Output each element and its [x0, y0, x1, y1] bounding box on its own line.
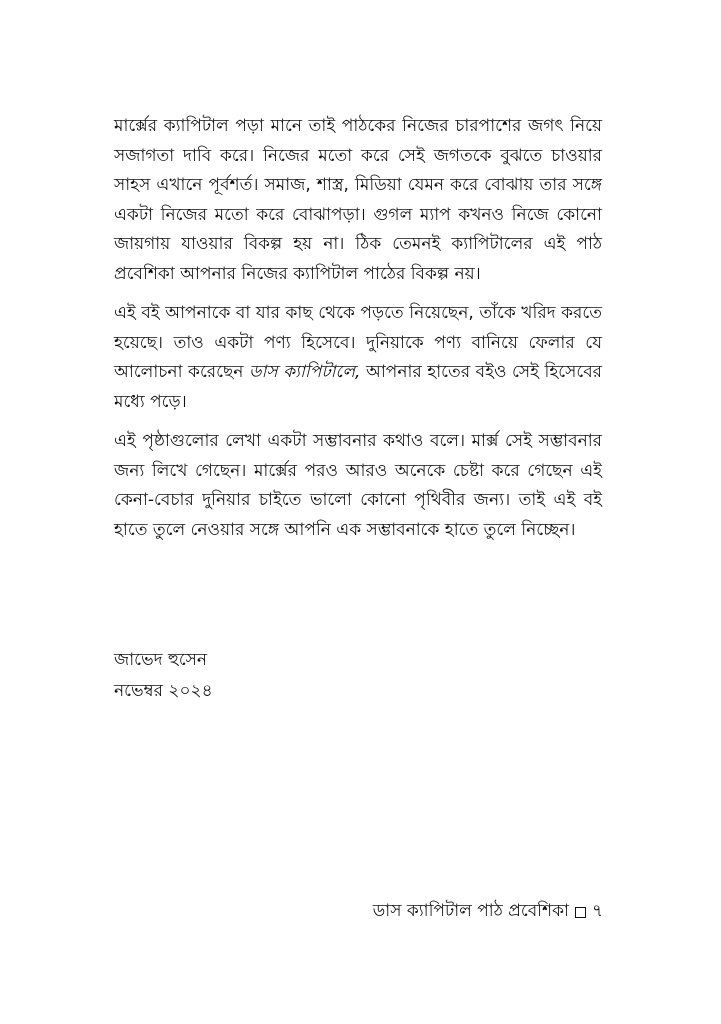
paragraph-3: এই পৃষ্ঠাগুলোর লেখা একটা সম্ভাবনার কথাও বলে। মার্ক্স সেই সম্ভাবনার জন্য লিখে গেছেন। মার্ক্সের পরও আরও অনেকে চেষ্টা করে গেছেন এই কেনা-বেচার দুনিয়ার চাইতে ভালো কোনো পৃথিবীর জন্য। তাই এই বই হাতে তুলে নেওয়ার সঙ্গে আপনি এক সম্ভাবনাকে হাতে তুলে নিচ্ছেন। [114, 431, 602, 540]
signature-block [114, 645, 213, 707]
paragraph-2 [114, 299, 602, 417]
book-title-italic: ডাস ক্যাপিটালে, [248, 362, 361, 382]
footer-book-title: ডাস ক্যাপিটাল পাঠ প্রবেশিকা [372, 901, 569, 921]
page-number: ৭ [591, 901, 603, 921]
body-text [114, 112, 602, 555]
paragraph-2-text-after: আপনার হাতের বইও সেই হিসেবের মধ্যে পড়ে। [114, 362, 603, 412]
square-separator-icon [575, 907, 586, 918]
signature-date: নভেম্বর ২০২৪ [114, 681, 213, 701]
author-name: জাভেদ হুসেন [114, 650, 208, 670]
page-footer [373, 899, 603, 923]
paragraph-2-text-before: এই বই আপনাকে বা যার কাছ থেকে পড়তে নিয়েছেন, তাঁকে খরিদ করতে হয়েছে। তাও একটা পণ্য হিসেবে। দুনিয়াকে পণ্য বানিয়ে ফেলার যে আলোচনা করেছেন [114, 303, 602, 382]
paragraph-1: মার্ক্সের ক্যাপিটাল পড়া মানে তাই পাঠকের নিজের চারপাশের জগৎ নিয়ে সজাগতা দাবি করে। নিজের মতো করে সেই জগতকে বুঝতে চাওয়ার সাহস এখানে পূর্বশর্ত। সমাজ, শাস্ত্র, মিডিয়া যেমন করে বোঝায় তার সঙ্গে একটা নিজের মতো করে বোঝাপড়া। গুগল ম্যাপ কখনও নিজে কোনো জায়গায় যাওয়ার বিকল্প হয় না। ঠিক তেমনই ক্যাপিটালের এই পাঠ প্রবেশিকা আপনার নিজের ক্যাপিটাল পাঠের বিকল্প নয়। [114, 116, 602, 284]
